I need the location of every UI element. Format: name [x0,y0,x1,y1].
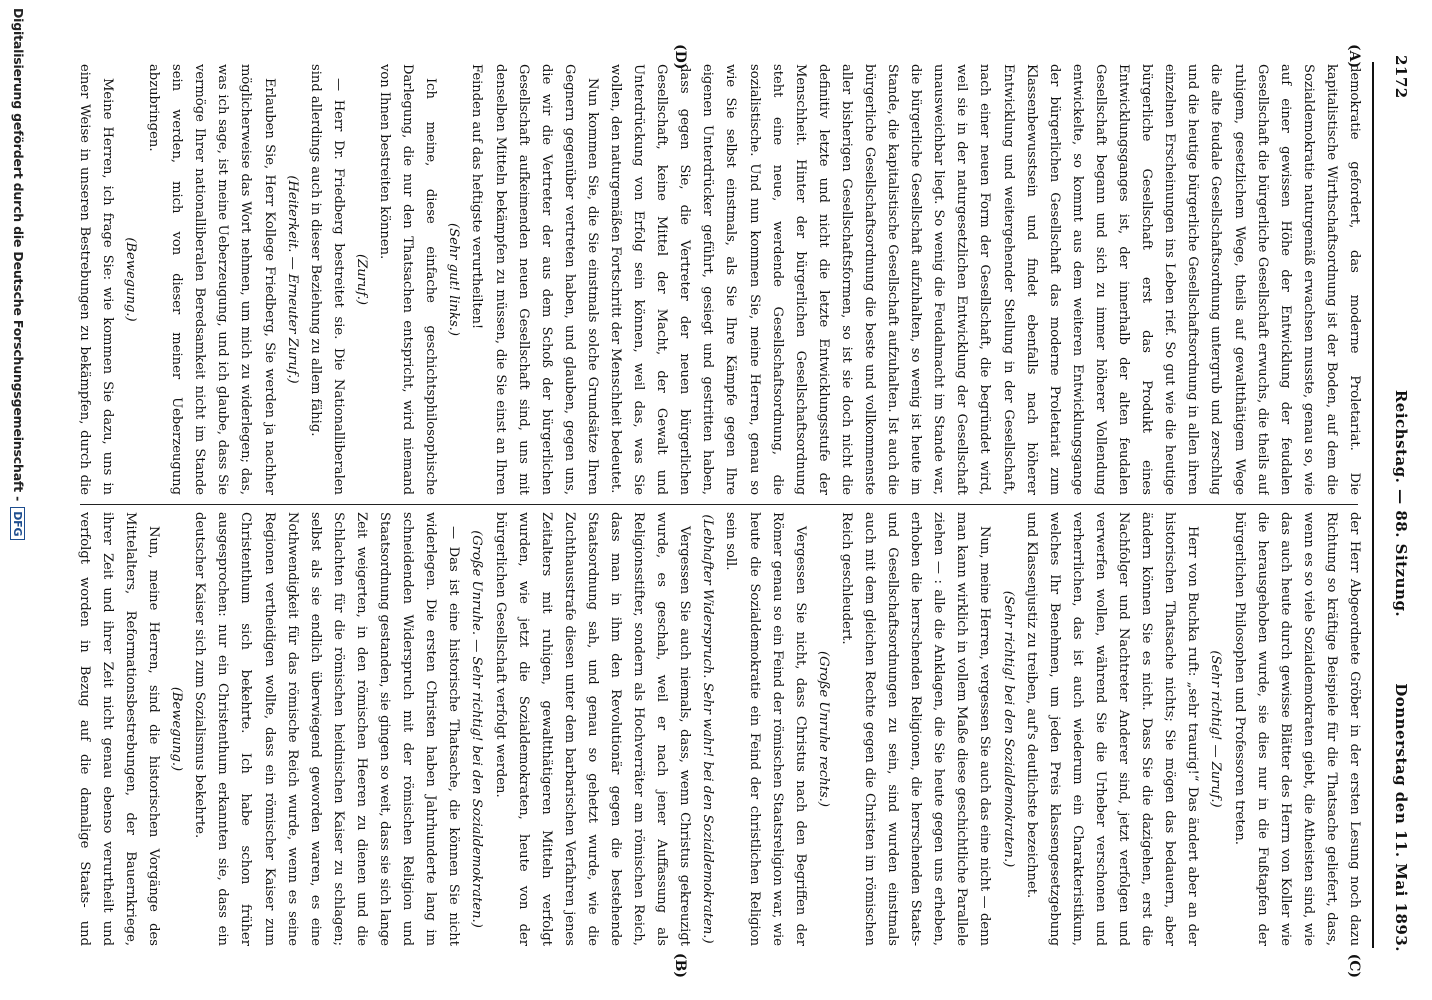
stage-direction: (Bewegung.) [169,686,185,772]
stage-direction: (Zuruf.) [353,254,369,305]
left-text-column [70,64,1366,495]
paragraph: Meine Herren, ich frage Sie: wie kommen Sie dazu, uns in einer Weise in unseren Bestrebungen zu bekämpfen, durch die [76,64,115,495]
margin-marker-b: (B) [672,952,688,978]
dfg-logo: DFG [10,507,25,540]
stage-direction: (Sehr gut! links.) [446,223,462,336]
paragraph: — Herr Dr. Friedberg bestreitet sie. Die Nationalliberalen sind allerdings auch in dieser Beziehung zu allem fähig. [307,64,346,495]
paragraph: Erlauben Sie, Herr Kollege Friedberg, Sie werden ja nachher möglicherweise das Wort nehmen, um mich zu widerlegen; das, was ich sage, ist meine Ueberzeugung, und ich glaube, dass Sie vermöge Ihrer nationalliberalen Beredsamkeit nicht im Stande sein werden, mich von dieser meiner Ueberzeugung abzubringen. [146,64,277,495]
paragraph: Nun, meine Herren, vergessen Sie auch das eine nicht — denn man kann wirklich in vollem Maße diese geschichtliche Parallele ziehen — : alle die Anklagen, die Sie heute gegen uns erheben, erhoben die herrschenden Religionen, die herrschenden Staats- und Gesellschaftsordnungen zu sein, sind wurden einstmals auch mit dem gleichen Rechte gegen die Christen im römischen Reich geschleudert. [838,512,993,946]
page-header [1386,55,1420,952]
margin-marker-d: (D) [672,44,688,70]
margin-marker-a: (A) [1346,44,1362,69]
stage-direction: (Sehr richtig! — Zuruf.) [1208,650,1224,808]
stage-direction: (Heiterkeit. — Erneuter Zuruf.) [284,175,300,384]
page-date: Donnerstag den 11. Mai 1893. [1392,683,1410,952]
page-title: Reichstag. — 88. Sitzung. [1392,389,1410,618]
stage-direction: (Bewegung.) [123,237,139,322]
margin-marker-c: (C) [1346,953,1362,978]
stage-direction: (Sehr richtig! bei den Sozialdemokraten.) [1000,590,1016,868]
paragraph: Herr von Buchka ruft: „sehr traurig!“ Das ändert aber an der historischen Thatsache nichts; Sie mögen das bedauern, aber ändern können Sie es nicht. Dass Sie die dazigehen, erst die Nachfolger und Nachtreter Anderer sind, jetzt verfolgen und verwerfen wollen, während Sie die Urheber verschonen und verherrlichen, das ist auch wiederum ein Charakteristikum, welches Ihr Benehmen, um jeden Preis klassengesetzgebung und Klassenjustiz zu treiben, auf's deutlichste bezeichnet. [1023,512,1201,946]
paragraph: Ich meine, diese einfache geschichtsphilosophische Darlegung, die nur den Thatsachen entspricht, wird niemand von Ihnen bestreiten können. [377,64,439,495]
page-number: 2172 [1392,55,1410,99]
paragraph: Vergessen Sie nicht, dass Christus nach den Begriffen der Römer genau so ein Feind der römischen Staatsreligion war, wie heute die Sozialdemokratie ein Feind der christlichen Religion sein soll. [723,512,808,946]
digitization-footer [10,0,26,1000]
stage-direction: (Große Unruhe rechts.) [815,651,831,807]
paragraph: Vergessen Sie auch niemals, dass, wenn Christus gekreuzigt wurde, es geschah, weil er nach jener Auffassung als Religionsstifter, sondern als Hochverräter am römischen Reich, dass man in ihm den Revolutionär gegen die bestehende Staatsordnung sah, und genau so gehetzt wurde, wie die Zuchthausstrafe diesen unter dem barbarischen Verfahren jenes Zeitalters mit ruhigen, gewaltthätigeren Mitteln verfolgt wurden, wie jetzt die Sozialdemokraten, heute von der bürgerlichen Gesellschaft verfolgt werden. [492,512,693,946]
stage-direction: (Lebhafter Widerspruch. Sehr wahr! bei den Sozialdemokraten.) [700,514,716,944]
footer-text: Digitalisierung gefördert durch die Deutsche Forschungsgemeinschaft - [11,8,26,502]
paragraph: Nun, meine Herren, sind die historischen Vorgänge des Mittelalters, Reformationsbestrebungen, der Bauernkriege, ihrer Zeit und ihrer Zeit nicht genau ebenso verurtheilt und verfolgt worden in Bezug auf die damalige Staats- und [76,512,162,946]
paragraph: der Herr Abgeordnete Gröber in der ersten Lesung noch dazu Richtung so kräftige Beispiele für die Thatsache geliefert, dass, wenn es so viele Sozialdemokraten giebt, die Atheisten sind, wie das auch heute durch gewisse Blätter des Herrn von Koller wie die herausgehoben wurde, sie dies nur in die Fußtapfen der bürgerlichen Philosophen und Professoren treten. [1231,512,1362,946]
column-divider [80,504,1358,505]
stage-direction: (Große Unruhe. — Sehr richtig! bei den Sozialdemokraten.) [469,530,485,928]
right-text-column [70,512,1366,946]
paragraph: demokratie gefordert, das moderne Proletariat. Die kapitalistische Wirthschaftsordnung ist der Boden, auf dem die Sozialdemokratie naturgemäß erwachsen musste, genau so, wie auf einer gewissen Höhe der Entwicklung der feudalen Gesellschaft die bürgerliche Gesellschaft erwuchs, die theils auf ruhigem, gesetzlichem Wege, theils auf gewaltthätigem Wege die alte feudale Gesellschaftsordnung untergrub und zerschlug und die heutige bürgerliche Gesellschaftsordnung in allen ihren einzelnen Erscheinungen ins Leben rief. So gut wie die heutige bürgerliche Gesellschaft erst das Produkt eines Entwicklungsganges ist, der innerhalb der alten feudalen Gesellschaft begann und sich zu immer höherer Vollendung entwickelte, so kommt aus dem weiteren Entwicklungsgange der bürgerlichen Gesellschaft das moderne Proletariat zum Klassenbewusstsein und findet ebenfalls nach höherer Entwicklung und weitergehender Stellung in der Gesellschaft, nach einer neuen Form der Gesellschaft, die begründet wird, weil sie in der naturgesetzlichen Entwicklung der Gesellschaft unausweichbar liegt. So wenig die Feudalmacht im Stande war, die bürgerliche Gesellschaft aufzuhalten, so wenig ist heute im Stande, die kapitalistische Gesellschaft aufzuhalten. Ist auch die bürgerliche Gesellschaftsordnung die beste und vollkommenste aller bisherigen Gesellschaftsformen, so ist sie doch nicht die definitiv letzte und nicht die letzte Entwicklungsstufe der Menschheit. Hinter der bürgerlichen Gesellschaftsordnung steht eine neue, werdende Gesellschaftsordnung, die sozialistische. Und nun kommen Sie, meine Herren, genau so wie Sie selbst einstmals, als Sie Ihre Kämpfe gegen Ihre eigenen Unterdrücker geführt, gesiegt und gestritten haben, dass gegen Sie, die Vertreter der neuen bürgerlichen Gesellschaft, keine Mittel der Macht, der Gewalt und Unterdrückung von Erfolg sein können, weil das, was Sie wollen, den naturgemäßen Fortschritt der Menschheit bedeutet. [608,64,1362,495]
paragraph: Nun kommen Sie, die Sie einstmals solche Grundsätze Ihren Gegnern gegenüber vertreten haben, und glauben, gegen uns, die wir die Vertreter der aus dem Schoß der bürgerlichen Gesellschaft aufkeimenden neuen Gesellschaft sind, uns mit denselben Mitteln bekämpfen zu müssen, die Sie einst an Ihren Feinden auf das heftigste verurtheilten! [469,64,600,495]
paragraph: — Das ist eine historische Thatsache, die können Sie nicht widerlegen. Die ersten Christen haben Jahrhunderte lang im schneidenden Widerspruch mit der römischen Religion und Staatsordnung gestanden, sie gingen so weit, dass sie sich lange Zeit weigerten, in den römischen Heeren zu dienen und die Schlachten für die römischen heidnischen Kaiser zu schlagen; selbst als sie endlich überwiegend geworden waren, es eine Nothwendigkeit für das römische Reich wurde, wenn es seine Regionen vertheidigen wollte, dass ein römischer Kaiser zum Christenthum sich bekehrte. Ich habe schon früher ausgesprochen: nur ein Christenthum erkannten sie, dass ein deutscher Kaiser sich zum Sozialismus bekehrte. [192,512,462,946]
header-rule [1372,62,1374,948]
